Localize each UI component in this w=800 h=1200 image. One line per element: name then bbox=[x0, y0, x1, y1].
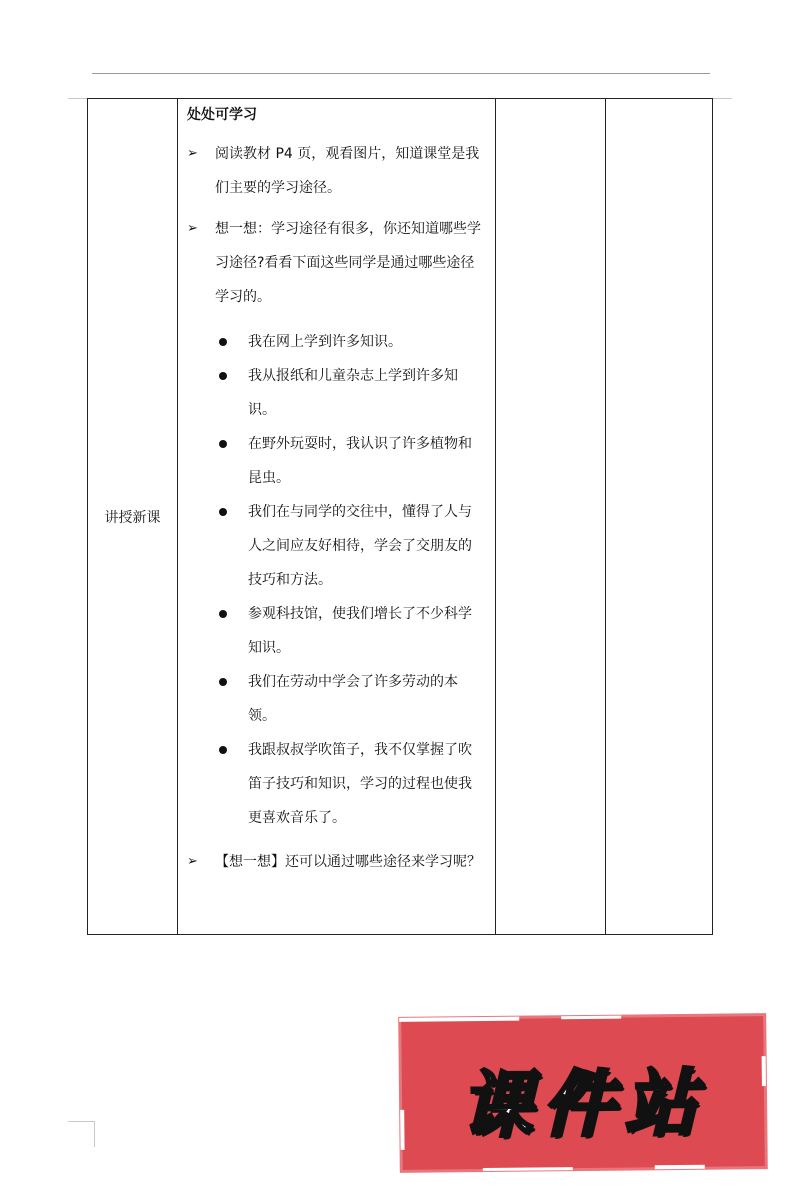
bullet-dot-icon bbox=[219, 746, 227, 754]
empty-cell bbox=[496, 99, 606, 935]
list-item-text: 我们在劳动中学会了许多劳动的本领。 bbox=[248, 674, 458, 724]
think-paragraph bbox=[187, 212, 485, 314]
list-item-text: 我跟叔叔学吹笛子，我不仅掌握了吹笛子技巧和知识，学习的过程也使我更喜欢音乐了。 bbox=[248, 742, 472, 826]
list-item bbox=[187, 325, 485, 359]
crop-mark bbox=[94, 1121, 95, 1147]
final-text: 【想一想】还可以通过哪些途径来学习呢？ bbox=[215, 854, 481, 870]
intro-paragraph bbox=[187, 137, 485, 205]
bullet-dot-icon bbox=[219, 372, 227, 380]
section-title: 处处可学习 bbox=[187, 107, 257, 123]
final-paragraph bbox=[187, 845, 485, 879]
crop-mark bbox=[68, 98, 88, 99]
crop-mark bbox=[68, 1121, 94, 1122]
list-item-text: 参观科技馆，使我们增长了不少科学知识。 bbox=[248, 606, 472, 656]
bullet-dot-icon bbox=[219, 338, 227, 346]
empty-cell bbox=[606, 99, 713, 935]
list-item-text: 我从报纸和儿童杂志上学到许多知识。 bbox=[248, 368, 458, 418]
list-item bbox=[187, 495, 485, 597]
bullet-dot-icon bbox=[219, 610, 227, 618]
lesson-table bbox=[87, 98, 713, 935]
list-item-text: 我在网上学到许多知识。 bbox=[248, 334, 402, 350]
arrow-bullet-icon: ➢ bbox=[187, 854, 198, 869]
arrow-bullet-icon: ➢ bbox=[187, 221, 198, 236]
bullet-dot-icon bbox=[219, 508, 227, 516]
bullet-dot-icon bbox=[219, 678, 227, 686]
arrow-bullet-icon: ➢ bbox=[187, 146, 198, 161]
table-row bbox=[88, 99, 713, 935]
list-item bbox=[187, 733, 485, 835]
list-item bbox=[187, 665, 485, 733]
list-item bbox=[187, 427, 485, 495]
list-item bbox=[187, 359, 485, 427]
row-label: 讲授新课 bbox=[104, 509, 161, 526]
content-cell bbox=[178, 99, 496, 935]
think-text: 想一想：学习途径有很多，你还知道哪些学习途径?看看下面这些同学是通过哪些途径学习的。 bbox=[215, 221, 481, 305]
list-item-text: 我们在与同学的交往中，懂得了人与人之间应友好相待，学会了交朋友的技巧和方法。 bbox=[248, 504, 472, 588]
header-rule bbox=[92, 73, 710, 74]
intro-text: 阅读教材 P4 页，观看图片，知道课堂是我们主要的学习途径。 bbox=[215, 146, 480, 196]
list-item-text: 在野外玩耍时，我认识了许多植物和昆虫。 bbox=[248, 436, 472, 486]
logo-stamp bbox=[401, 1016, 765, 1170]
row-label-cell bbox=[88, 99, 178, 935]
bullet-dot-icon bbox=[219, 440, 227, 448]
crop-mark bbox=[712, 98, 732, 99]
list-item bbox=[187, 597, 485, 665]
example-list bbox=[187, 325, 485, 835]
logo-text: 课件站 bbox=[459, 1060, 707, 1148]
